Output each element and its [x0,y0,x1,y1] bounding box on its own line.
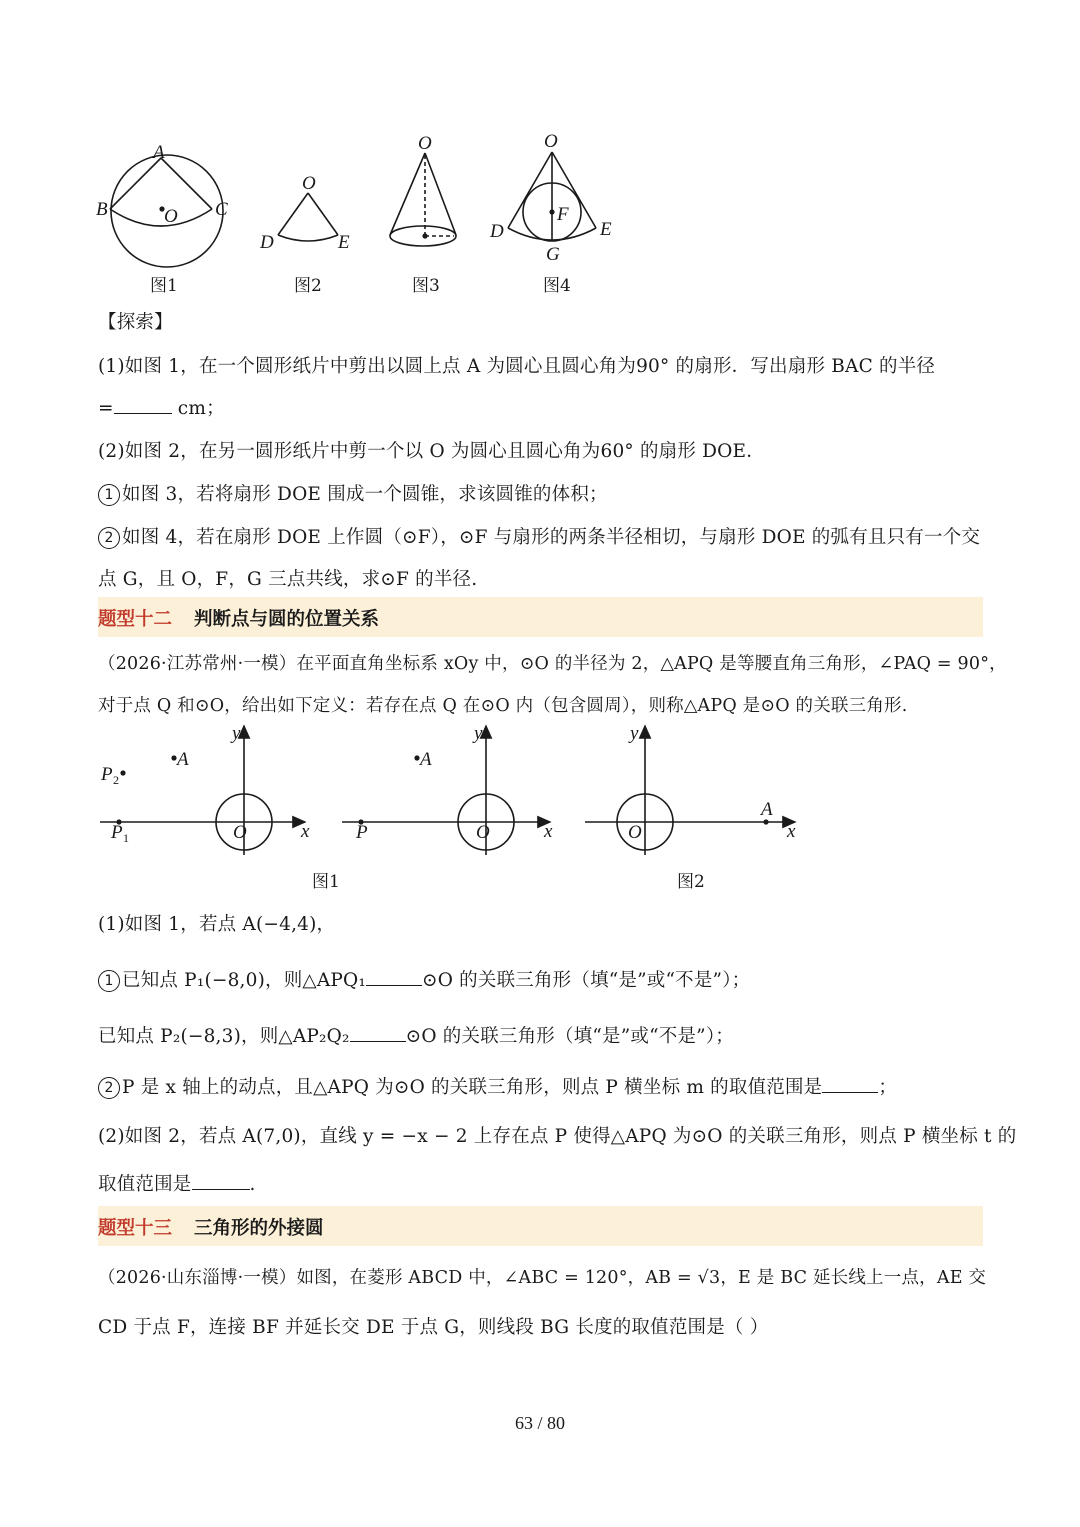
fig1a-label-P2: P [101,764,113,785]
fig1b-label-P: P [356,822,368,843]
answer-blank-q1-1b[interactable] [350,1027,406,1042]
q1-1b-text-b: ⊙O 的关联三角形（填“是”或“不是”）； [405,1026,734,1047]
section-13-title: 三角形的外接圆 [194,1218,324,1239]
fig4-label-D: D [490,221,504,242]
fig1b-label-O: O [476,822,490,843]
fig4-caption: 图4 [543,276,571,296]
fig1a-label-O: O [233,822,247,843]
fig3-label-O: O [418,133,432,154]
explore-heading: 【探索】 [98,312,173,333]
answer-blank-q1-1[interactable] [366,971,422,986]
fig1b-label-x: x [544,821,553,842]
fig1-label-A: A [153,142,165,163]
section-12-intro-2: 对于点 Q 和⊙O，给出如下定义：若存在点 Q 在⊙O 内（包含圆周），则称△APQ 是⊙O 的关联三角形. [98,696,908,716]
explore-q2-2 [98,523,980,549]
coordinate-figures [95,720,815,895]
section-12-tag: 题型十二 [98,609,173,630]
fig1a-label-y: y [232,723,241,744]
fig1a-label-x: x [301,821,310,842]
figure-3 [390,153,456,246]
fig1a-label-P2-sub: 2 [113,773,119,787]
section-13-line2: CD 于点 F，连接 BF 并延长交 DE 于点 G，则线段 BG 长度的取值范围是（ ） [98,1317,769,1338]
explore-q2-2-text2: 点 G，且 O，F，G 三点共线，求⊙F 的半径. [98,569,478,590]
fig2-label-y: y [630,723,639,744]
fig1-label-O: O [164,206,178,227]
explore-q1-line2 [98,394,225,420]
circled-number-2: 2 [98,1077,120,1099]
explore-q2-2-text: 如图 4，若在扇形 DOE 上作圆（⊙F），⊙F 与扇形的两条半径相切，与扇形 DOE 的弧有且只有一个交 [122,527,981,548]
fig1-label-C: C [215,199,228,220]
figure-2 [278,193,338,241]
fig2-label-E: E [338,232,350,253]
section-12-banner [98,597,983,637]
circled-number-1: 1 [98,484,120,506]
fig1-label-B: B [96,199,108,220]
fig1b-label-A: A [420,749,432,770]
fig2-caption: 图2 [294,276,322,296]
unit-cm: cm； [177,398,225,419]
q1-1-text-b: ⊙O 的关联三角形（填“是”或“不是”）； [422,970,751,991]
answer-blank-q1-2[interactable] [822,1078,878,1093]
fig1b-label-y: y [474,723,483,744]
section-12-intro-1: （2026·江苏常州·一模）在平面直角坐标系 xOy 中，⊙O 的半径为 2，△APQ 是等腰直角三角形，∠PAQ = 90°， [98,654,1007,674]
section-12-q1-1 [98,966,750,992]
fig1a-label-A: A [177,749,189,770]
fig2-label-D: D [260,232,274,253]
coord-fig1-left [100,726,305,855]
explore-q2-1-text: 如图 3，若将扇形 DOE 围成一个圆锥，求该圆锥的体积； [122,484,608,505]
explore-q2-line: (2)如图 2，在另一圆形纸片中剪一个以 O 为圆心且圆心角为60° 的扇形 DOE． [98,441,765,462]
fig1-caption: 图1 [150,276,178,296]
fig2-label-O: O [302,173,316,194]
fig4-label-F: F [557,204,569,225]
section-12-q2-line1: (2)如图 2，若点 A(7,0)，直线 y = −x − 2 上存在点 P 使得△APQ 为⊙O 的关联三角形，则点 P 横坐标 t 的 [98,1126,1017,1147]
fig4-label-O: O [544,131,558,152]
q2-text-a: 取值范围是 [98,1174,192,1195]
answer-blank-q2[interactable] [192,1175,250,1190]
fig2-label-A: A [761,799,773,820]
section-12-title: 判断点与圆的位置关系 [194,609,380,630]
fig1a-label-P1: P [111,822,123,843]
q1-2-text-a: P 是 x 轴上的动点，且△APQ 为⊙O 的关联三角形，则点 P 横坐标 m 的取值范围是 [122,1077,823,1098]
equals-sign: = [98,398,114,419]
coord-fig2 [585,726,795,855]
section-12-q1: (1)如图 1，若点 A(−4,4)， [98,914,336,935]
section-13-line1: （2026·山东淄博·一模）如图，在菱形 ABCD 中，∠ABC = 120°，AB = √3，E 是 BC 延长线上一点，AE 交 [98,1268,987,1288]
coord-fig1-caption: 图1 [312,872,340,892]
explore-q2-1 [98,480,608,506]
section-12-q2-line2 [98,1170,256,1196]
q1-2-text-b: ； [878,1077,898,1098]
circled-number-2: 2 [98,527,120,549]
fig1a-label-P1-sub: 1 [123,831,129,845]
section-13-banner [98,1206,983,1246]
page-number: 63 / 80 [514,1413,565,1433]
coord-fig1-right [342,726,550,855]
fig4-label-G: G [546,244,560,265]
section-13-tag: 题型十三 [98,1218,173,1239]
coord-fig2-caption: 图2 [677,872,705,892]
fig4-label-E: E [600,219,612,240]
section-12-q1-1b [98,1022,734,1048]
fig3-caption: 图3 [412,276,440,296]
fig2-label-O: O [628,822,642,843]
answer-blank-radius[interactable] [114,399,172,414]
section-12-q1-2 [98,1073,897,1099]
q1-1-text-a: 已知点 P₁(−8,0)，则△APQ₁ [122,970,367,991]
q1-1b-text-a: 已知点 P₂(−8,3)，则△AP₂Q₂ [98,1026,350,1047]
explore-q1-line1: (1)如图 1，在一个圆形纸片中剪出以圆上点 A 为圆心且圆心角为90° 的扇形．写出扇形 BAC 的半径 [98,356,936,377]
figure-4 [508,152,596,241]
circled-number-1: 1 [98,970,120,992]
q2-text-b: . [249,1174,256,1195]
top-figures [90,125,650,300]
fig2-label-x: x [787,821,796,842]
